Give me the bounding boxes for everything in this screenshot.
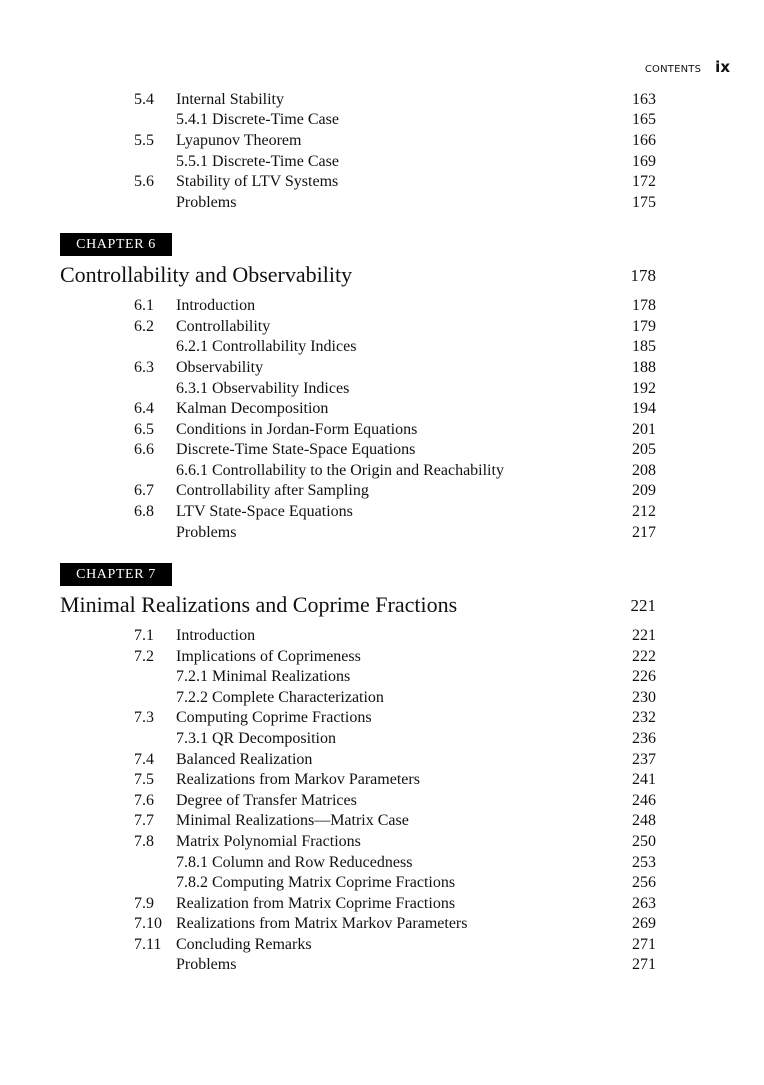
section-page: 248 <box>632 812 656 829</box>
section-number: 7.5 <box>134 771 154 788</box>
section-page: 230 <box>632 689 656 706</box>
section-title: Introduction <box>176 297 256 314</box>
section-title: 6.3.1 Observability Indices <box>176 380 350 397</box>
section-page: 192 <box>632 380 656 397</box>
section-title: 7.3.1 QR Decomposition <box>176 730 336 747</box>
section-number: 6.4 <box>134 400 154 417</box>
section-page: 166 <box>632 132 656 149</box>
section-page: 212 <box>632 503 656 520</box>
section-title: Controllability after Sampling <box>176 482 369 499</box>
section-page: 165 <box>632 111 656 128</box>
section-number: 7.4 <box>134 751 154 768</box>
section-page: 271 <box>632 956 656 973</box>
section-page: 163 <box>632 91 656 108</box>
section-number: 7.6 <box>134 792 154 809</box>
section-page: 236 <box>632 730 656 747</box>
section-title: Degree of Transfer Matrices <box>176 792 357 809</box>
section-title: 5.5.1 Discrete-Time Case <box>176 153 339 170</box>
section-title: Concluding Remarks <box>176 936 312 953</box>
section-page: 232 <box>632 709 656 726</box>
section-number: 7.3 <box>134 709 154 726</box>
chapter-badge: CHAPTER 7 <box>60 563 172 586</box>
section-page: 256 <box>632 874 656 891</box>
section-title: 7.2.2 Complete Characterization <box>176 689 384 706</box>
section-title: Introduction <box>176 627 256 644</box>
section-number: 6.8 <box>134 503 154 520</box>
section-number: 7.1 <box>134 627 154 644</box>
section-title: Conditions in Jordan-Form Equations <box>176 421 418 438</box>
section-number: 6.1 <box>134 297 154 314</box>
running-head-label: CONTENTS <box>644 64 702 75</box>
section-page: 201 <box>632 421 656 438</box>
section-title: Controllability <box>176 318 271 335</box>
section-number: 5.5 <box>134 132 154 149</box>
section-page: 253 <box>632 854 656 871</box>
running-head <box>645 58 730 78</box>
section-number: 7.10 <box>134 915 162 932</box>
section-title: Stability of LTV Systems <box>176 173 339 190</box>
section-title: Problems <box>176 194 237 211</box>
chapter-title: Controllability and Observability <box>60 262 353 287</box>
section-title: Computing Coprime Fractions <box>176 709 372 726</box>
section-page: 246 <box>632 792 656 809</box>
section-page: 169 <box>632 153 656 170</box>
section-number: 7.11 <box>134 936 162 953</box>
section-title: 6.2.1 Controllability Indices <box>176 338 357 355</box>
section-title: Matrix Polynomial Fractions <box>176 833 361 850</box>
section-page: 217 <box>632 524 656 541</box>
section-title: Kalman Decomposition <box>176 400 329 417</box>
chapter-title: Minimal Realizations and Coprime Fractions <box>60 592 458 617</box>
section-number: 7.9 <box>134 895 154 912</box>
section-page: 237 <box>632 751 656 768</box>
section-number: 6.7 <box>134 482 154 499</box>
chapter-page: 221 <box>630 596 656 615</box>
section-number: 7.2 <box>134 648 154 665</box>
page-number: ix <box>715 58 730 76</box>
section-number: 5.4 <box>134 91 154 108</box>
section-title: 7.8.2 Computing Matrix Coprime Fractions <box>176 874 456 891</box>
section-page: 209 <box>632 482 656 499</box>
section-page: 222 <box>632 648 656 665</box>
section-page: 271 <box>632 936 656 953</box>
section-page: 178 <box>632 297 656 314</box>
section-page: 185 <box>632 338 656 355</box>
section-page: 226 <box>632 668 656 685</box>
section-title: 7.2.1 Minimal Realizations <box>176 668 351 685</box>
section-title: Realizations from Markov Parameters <box>176 771 420 788</box>
section-title: Observability <box>176 359 264 376</box>
section-title: Realization from Matrix Coprime Fractions <box>176 895 456 912</box>
section-number: 6.2 <box>134 318 154 335</box>
section-number: 6.3 <box>134 359 154 376</box>
section-page: 194 <box>632 400 656 417</box>
section-number: 6.5 <box>134 421 154 438</box>
section-title: LTV State-Space Equations <box>176 503 353 520</box>
section-page: 208 <box>632 462 656 479</box>
section-title: Problems <box>176 956 237 973</box>
section-page: 179 <box>632 318 656 335</box>
section-title: 6.6.1 Controllability to the Origin and Reachability <box>176 462 504 479</box>
section-page: 241 <box>632 771 656 788</box>
section-page: 175 <box>632 194 656 211</box>
section-title: Implications of Coprimeness <box>176 648 361 665</box>
chapter-page: 178 <box>630 266 656 285</box>
section-number: 5.6 <box>134 173 154 190</box>
section-title: 7.8.1 Column and Row Reducedness <box>176 854 413 871</box>
section-title: Problems <box>176 524 237 541</box>
section-number: 6.6 <box>134 441 154 458</box>
section-title: Realizations from Matrix Markov Parameters <box>176 915 468 932</box>
section-number: 7.7 <box>134 812 154 829</box>
section-page: 250 <box>632 833 656 850</box>
section-title: Balanced Realization <box>176 751 313 768</box>
section-number: 7.8 <box>134 833 154 850</box>
section-title: 5.4.1 Discrete-Time Case <box>176 111 339 128</box>
chapter-badge: CHAPTER 6 <box>60 233 172 256</box>
section-page: 221 <box>632 627 656 644</box>
section-page: 263 <box>632 895 656 912</box>
section-title: Lyapunov Theorem <box>176 132 302 149</box>
section-title: Internal Stability <box>176 91 284 108</box>
section-title: Minimal Realizations—Matrix Case <box>176 812 409 829</box>
section-page: 188 <box>632 359 656 376</box>
section-page: 172 <box>632 173 656 190</box>
section-page: 269 <box>632 915 656 932</box>
section-page: 205 <box>632 441 656 458</box>
section-title: Discrete-Time State-Space Equations <box>176 441 416 458</box>
